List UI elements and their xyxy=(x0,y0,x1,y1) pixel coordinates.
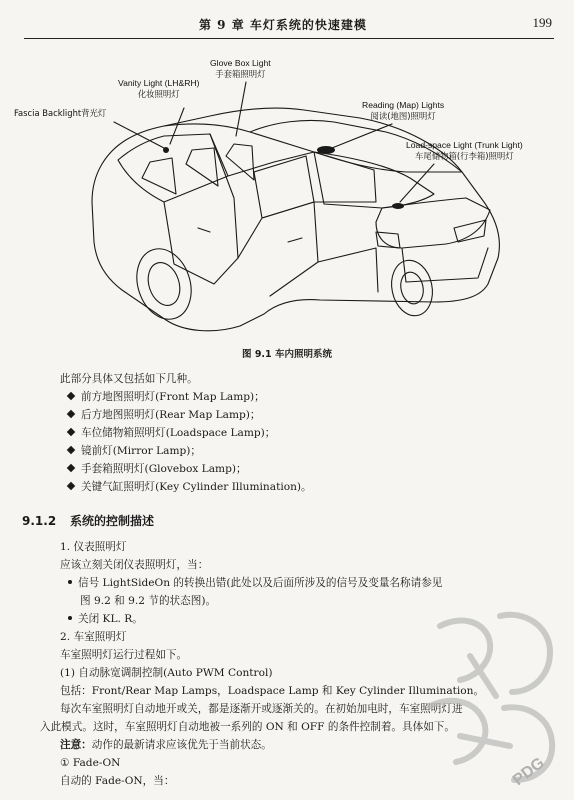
diamond-bullet-icon xyxy=(67,446,75,454)
label-fascia-backlight: Fascia Backlight背光灯 xyxy=(14,108,107,118)
label-loadspace-light: Load-space Light (Trunk Light) 车尾储物箱(行李箱)照明灯 xyxy=(406,140,523,161)
watermark-stamp xyxy=(400,596,570,796)
page-header xyxy=(24,14,554,39)
paragraph: 每次车室照明灯自动地开或关，都是逐渐开或逐渐关的。在初始加电时，车室照明灯进 xyxy=(60,703,463,715)
diamond-bullet-icon xyxy=(67,482,75,490)
list-item: 手套箱照明灯(Glovebox Lamp)； xyxy=(68,462,247,476)
list-item-continuation: 图 9.2 和 9.2 节的状态图)。 xyxy=(80,595,217,607)
paragraph: 应该立刻关闭仪表照明灯，当： xyxy=(60,559,209,571)
list-item: 后方地图照明灯(Rear Map Lamp)； xyxy=(68,408,261,422)
diamond-bullet-icon xyxy=(67,464,75,472)
subheading-cabin-light: 2. 车室照明灯 xyxy=(60,631,127,643)
section-heading: 9.1.2 系统的控制描述 xyxy=(22,514,155,528)
list-item: 关闭 KL. R。 xyxy=(68,612,143,626)
list-item: 车位储物箱照明灯(Loadspace Lamp)； xyxy=(68,426,275,440)
chapter-title: 第 9 章 车灯系统的快速建模 xyxy=(199,18,367,32)
bullet-dot-icon xyxy=(68,616,72,620)
paragraph: 自动的 Fade-ON，当： xyxy=(60,775,175,787)
label-vanity-light: Vanity Light (LH&RH) 化妆照明灯 xyxy=(118,78,200,99)
subheading-instrument-light: 1. 仪表照明灯 xyxy=(60,541,127,553)
car-interior-lighting-figure xyxy=(14,52,562,342)
label-glove-box-light: Glove Box Light 手套箱照明灯 xyxy=(210,58,271,79)
paragraph: (1) 自动脉宽调制控制(Auto PWM Control) xyxy=(60,667,273,679)
paragraph: 车室照明灯运行过程如下。 xyxy=(60,649,188,661)
bullet-dot-icon xyxy=(68,580,72,584)
page-number: 199 xyxy=(532,15,552,30)
list-item: 信号 LightSideOn 的转换出错(此处以及后面所涉及的信号及变量名称请参见 xyxy=(68,576,442,590)
diamond-bullet-icon xyxy=(67,428,75,436)
svg-text:PDG: PDG xyxy=(509,754,548,790)
paragraph: 入此模式。这时，车室照明灯自动地被一系列的 ON 和 OFF 的条件控制着。具体如下。 xyxy=(40,721,455,733)
label-reading-lights: Reading (Map) Lights 阅读(地图)照明灯 xyxy=(362,100,445,121)
intro-text: 此部分具体又包括如下几种。 xyxy=(60,373,198,385)
list-item: 关键气缸照明灯(Key Cylinder Illumination)。 xyxy=(68,480,312,494)
car-line-drawing xyxy=(14,52,562,342)
seal-graphic xyxy=(400,596,570,796)
list-item: 前方地图照明灯(Front Map Lamp)； xyxy=(68,390,265,404)
diamond-bullet-icon xyxy=(67,410,75,418)
figure-caption: 图 9.1 车内照明系统 xyxy=(242,349,332,360)
diamond-bullet-icon xyxy=(67,392,75,400)
paragraph: 包括：Front/Rear Map Lamps，Loadspace Lamp 和 Key Cylinder Illumination。 xyxy=(60,685,485,697)
paragraph: ① Fade-ON xyxy=(60,757,121,769)
note: 注意：动作的最新请求应该优先于当前状态。 xyxy=(60,739,272,751)
list-item: 镜前灯(Mirror Lamp)； xyxy=(68,444,201,458)
